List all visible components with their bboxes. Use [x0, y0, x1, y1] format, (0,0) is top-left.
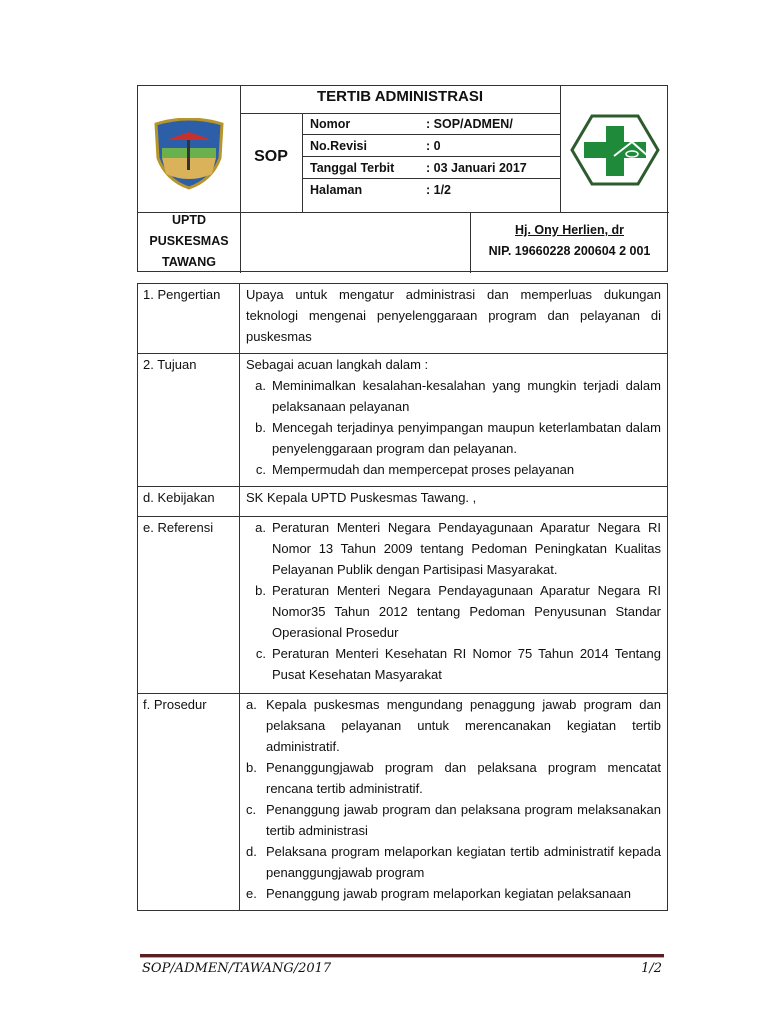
- section-label: f. Prosedur: [138, 694, 240, 911]
- field-revisi: No.Revisi : 0: [310, 139, 441, 153]
- row-referensi: [138, 517, 668, 694]
- sop-header-table: [137, 85, 668, 272]
- row-prosedur: [138, 694, 668, 911]
- section-intro: Sebagai acuan langkah dalam :: [246, 357, 429, 372]
- puskesmas-logo: [570, 114, 660, 186]
- section-text: SK Kepala UPTD Puskesmas Tawang. ,: [240, 487, 668, 517]
- sop-label: SOP: [254, 148, 288, 165]
- section-label: d. Kebijakan: [138, 487, 240, 517]
- footer-code: SOP/ADMEN/TAWANG/2017: [142, 961, 332, 976]
- row-kebijakan: [138, 487, 668, 517]
- section-label: e. Referensi: [138, 517, 240, 694]
- list-item: b. Penanggungjawab program dan pelaksana program mencatat rencana tertib administratif.: [246, 760, 661, 796]
- list-item: a. Peraturan Menteri Negara Pendayagunaan Aparatur Negara RI Nomor 13 Tahun 2009 tentang Pedoman Peningkatan Kualitas Pelayanan Publik dengan Partisipasi Masyarakat.: [255, 520, 661, 577]
- field-halaman: Halaman : 1/2: [310, 183, 452, 197]
- signer: [470, 220, 669, 262]
- list-item: b. Peraturan Menteri Negara Pendayagunaan Aparatur Negara RI Nomor35 Tahun 2012 tentang Pedoman Penyusunan Standar Operasional Prosedur: [255, 583, 661, 640]
- list-item: c. Mempermudah dan mempercepat proses pelayanan: [255, 462, 575, 477]
- field-tanggal: Tanggal Terbit : 03 Januari 2017: [310, 161, 527, 175]
- sop-fields: [310, 113, 527, 201]
- row-tujuan: [138, 354, 668, 487]
- section-body: [240, 694, 668, 911]
- section-body: [240, 354, 668, 487]
- list-item: c. Penanggung jawab program dan pelaksana program melaksanakan tertib administrasi: [246, 802, 661, 838]
- row-pengertian: [138, 284, 668, 354]
- section-label: 1. Pengertian: [138, 284, 240, 354]
- org-name: UPTD PUSKESMAS TAWANG: [149, 213, 229, 269]
- field-nomor: Nomor : SOP/ADMEN/: [310, 117, 513, 131]
- section-label: 2. Tujuan: [138, 354, 240, 487]
- list-item: a. Kepala puskesmas mengundang penaggung jawab program dan pelaksana pelayanan untuk merencanakan kegiatan tertib administratif.: [246, 697, 661, 754]
- signer-nip: NIP. 19660228 200604 2 001: [488, 244, 651, 258]
- footer-page: 1/2: [641, 961, 662, 976]
- section-text: Upaya untuk mengatur administrasi dan memperluas dukungan teknologi mengenai penyelenggaraan program dan pelayanan di puskesmas: [240, 284, 668, 354]
- section-body: [240, 517, 668, 694]
- list-item: c. Peraturan Menteri Kesehatan RI Nomor 75 Tahun 2014 Tentang Pusat Kesehatan Masyarakat: [255, 646, 661, 682]
- doc-title: TERTIB ADMINISTRASI: [316, 88, 484, 105]
- list-item: a. Meminimalkan kesalahan-kesalahan yang mungkin terjadi dalam pelaksanaan pelayanan: [255, 378, 661, 414]
- kota-tasikmalaya-logo: [152, 118, 226, 192]
- footer-divider: [140, 954, 664, 958]
- list-item: d. Pelaksana program melaporkan kegiatan tertib administratif kepada penanggungjawab program: [246, 844, 661, 880]
- signer-name: Hj. Ony Herlien, dr: [514, 223, 625, 237]
- list-item: e. Penanggung jawab program melaporkan kegiatan pelaksanaan: [246, 886, 631, 901]
- list-item: b. Mencegah terjadinya penyimpangan maupun keterlambatan dalam penyelenggaraan program dan pelayanan.: [255, 420, 661, 456]
- sop-content-table: [137, 283, 668, 911]
